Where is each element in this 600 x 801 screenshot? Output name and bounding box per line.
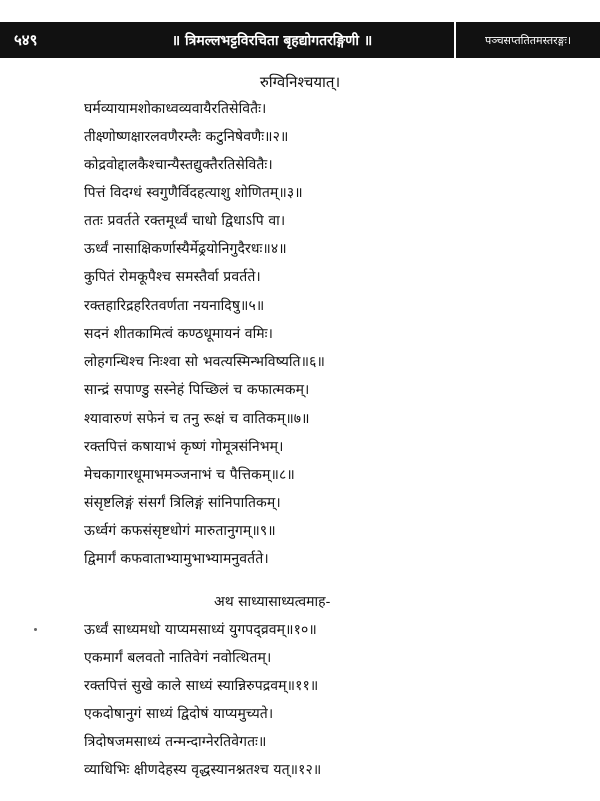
verse-line: कोद्रवोद्दालकैश्चान्यैस्तद्युक्तैरतिसेवितैः। [84,157,273,173]
verse-line: कुपितं रोमकूपैश्च समस्तैर्वा प्रवर्तते। [84,269,261,285]
verse-line: त्रिदोषजमसाध्यं तन्मन्दाग्नेरतिवेगतः॥ [84,734,267,750]
verse-line: एकमार्गं बलवतो नातिवेगं नवोत्थितम्। [84,650,272,666]
verse-line: ततः प्रवर्तते रक्तमूर्ध्वं चाधो द्विधाऽपि वा। [84,213,286,229]
verse-line: सान्द्रं सपाण्डु सस्नेहं पिच्छिलं च कफात्मकम्। [84,382,310,398]
verse-line: पित्तं विदग्धं स्वगुणैर्विदहत्याशु शोणितम्॥३॥ [84,185,303,201]
verse-line: ऊर्ध्वगं कफसंसृष्टधोगं मारुतानुगम्॥९॥ [84,523,276,539]
chapter-title: पञ्चसप्ततितमस्तरङ्गः। [484,33,572,47]
verse-line: ऊर्ध्वं नासाक्षिकर्णास्यैर्मेढ्रयोनिगुदैरधः॥४॥ [84,241,287,257]
verse-line: एकदोषानुगं साध्यं द्विदोषं याप्यमुच्यते। [84,706,274,722]
verse-line: ऊर्ध्वं साध्यमधो याप्यमसाध्यं युगपद्व्रवम्॥१०॥ [84,622,317,638]
section-heading: रुग्विनिश्चयात्। [259,73,341,91]
book-title: ॥ त्रिमल्लभट्टविरचिता बृहद्योगतरङ्गिणी ॥ [171,32,373,49]
margin-mark [34,628,37,631]
verse-line: श्यावारुणं सफेनं च तनु रूक्षं च वातिकम्॥७॥ [84,411,310,427]
subheading: अथ साध्यासाध्यत्वमाह- [214,594,331,610]
verse-line: सदनं शीतकामित्वं कण्ठधूमायनं वमिः। [84,326,274,342]
verse-line: रक्तपित्तं कषायाभं कृष्णं गोमूत्रसंनिभम्। [84,439,284,455]
page-number: ५४९ [14,31,38,49]
verse-line: व्याधिभिः क्षीणदेहस्य वृद्धस्यानश्नतश्च यत्॥१२॥ [84,762,322,778]
verse-line: घर्मव्यायामशोकाध्वव्यवायैरतिसेवितैः। [84,101,267,117]
top-margin [0,0,600,22]
verse-line: मेचकागारधूमाभमञ्जनाभं च पैत्तिकम्॥८॥ [84,467,295,483]
verse-line: संसृष्टलिङ्गं संसर्गं त्रिलिङ्गं सांनिपातिकम्। [84,495,281,511]
verse-line: रक्तपित्तं सुखे काले साध्यं स्यान्निरुपद्रवम्॥११॥ [84,678,319,694]
verse-line: लोहगन्धिश्च निःश्वा सो भवत्यस्मिन्भविष्यति॥६॥ [84,354,325,370]
running-header [0,22,600,58]
verse-line: रक्तहारिद्रहरितवर्णता नयनादिषु॥५॥ [84,298,265,314]
verse-line: द्विमार्गं कफवाताभ्यामुभाभ्यामनुवर्तते। [84,551,269,567]
verse-line: तीक्ष्णोष्णक्षारलवणैरम्लैः कटुनिषेवणैः॥२॥ [84,129,289,145]
